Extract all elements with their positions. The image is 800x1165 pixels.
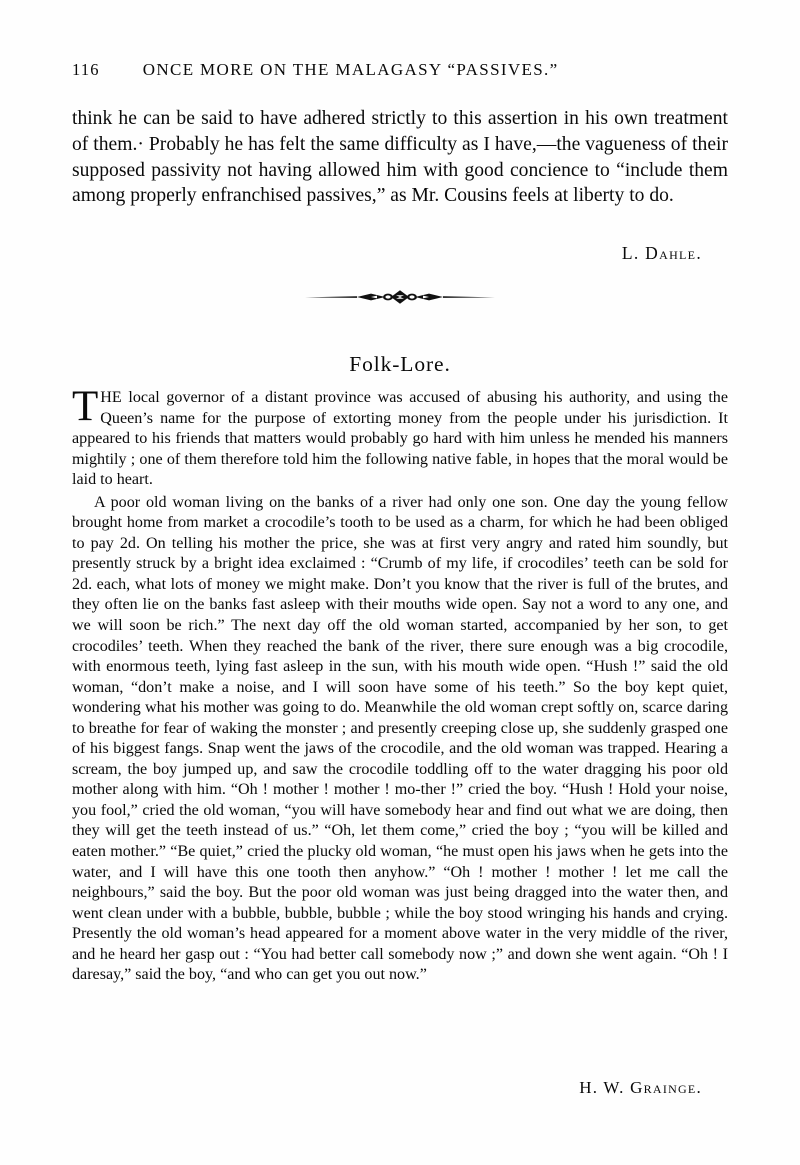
- running-head: [72, 60, 740, 84]
- article-end-signature: L. Dahle.: [621, 243, 702, 263]
- section-signature: H. W. Grainge.: [579, 1078, 702, 1097]
- intro-paragraph-text: local governor of a distant province was accused of abusing his authority, and using the Queen’s name for the purpose of extorting money from the people under his jurisdiction. It appeared to his friends that matters would probably go hard with him unless he mended his manners mightily ; one of them therefore told him the following native fable, in hopes that the moral would be laid to heart.: [72, 389, 728, 489]
- drop-cap-letter: T: [72, 383, 99, 430]
- section-body: [72, 383, 728, 986]
- intro-small-caps: HE: [100, 389, 122, 406]
- article-end-paragraph: think he can be said to have adhered strictly to this assertion in his own treatment of them.· Probably he has felt the same difficulty as I have,—the vagueness of their supposed passivity not having allowed him with good concience to “include them among properly enfranchised passives,” as Mr. Cousins feels at liberty to do.: [72, 108, 728, 207]
- page-folio-number: 116: [72, 60, 100, 79]
- article-end-block: [72, 106, 728, 209]
- running-head-title: ONCE MORE ON THE MALAGASY “PASSIVES.”: [142, 60, 559, 79]
- section-divider-ornament: [0, 288, 800, 306]
- body-paragraph-intro: [72, 383, 728, 491]
- body-paragraph-tale: A poor old woman living on the banks of a river had only one son. One day the young fellow brought home from market a crocodile’s tooth to be used as a charm, for which he had been obliged to pay 2d. On telling his mother the price, she was at first very angry and rated him soundly, but presently struck by a bright idea exclaimed : “Crumb of my life, if crocodiles’ teeth can be sold for 2d. each, what lots of money we might make. Don’t you know that the river is full of the brutes, and they often lie on the banks fast asleep with their mouths wide open. Say not a word to any one, and we will soon be rich.” The next day off the old woman started, accompanied by her son, to get crocodiles’ teeth. When they reached the bank of the river, there sure enough was a big crocodile, with enormous teeth, lying fast asleep in the sun, with his mouth wide open. “Hush !” said the old woman, “don’t make a noise, and I will soon have some of his teeth.” So the boy kept quiet, wondering what his mother was going to do. Meanwhile the old woman crept softly on, scarce daring to breathe for fear of waking the monster ; and presently creeping close up, she suddenly grasped one of his biggest fangs. Snap went the jaws of the crocodile, and the old woman was trapped. Hearing a scream, the boy jumped up, and saw the crocodile toddling off to the water dragging his poor old mother along with him. “Oh ! mother ! mother ! mo-ther !” cried the boy. “Hush ! Hold your noise, you fool,” cried the old woman, “you will have somebody hear and find out what we are doing, then they will get the teeth instead of us.” “Oh, let them come,” cried the boy ; “you will be killed and eaten mother.” “Be quiet,” cried the plucky old woman, “he must open his jaws when he gets into the water, and I will have this one tooth then anyhow.” “Oh ! mother ! mother ! let me call the neighbours,” said the boy. But the poor old woman was just being dragged into the water then, and went clean under with a bubble, bubble, bubble ; while the boy stood wringing his hands and crying. Presently the old woman’s head appeared for a moment above water in the very middle of the river, and he heard her gasp out : “You had better call somebody now ;” and down she went again. “Oh ! I daresay,” said the boy, “and who can get you out now.”: [72, 493, 728, 984]
- section-heading: Folk-Lore.: [349, 352, 451, 376]
- diamond-rule-icon: [305, 288, 495, 306]
